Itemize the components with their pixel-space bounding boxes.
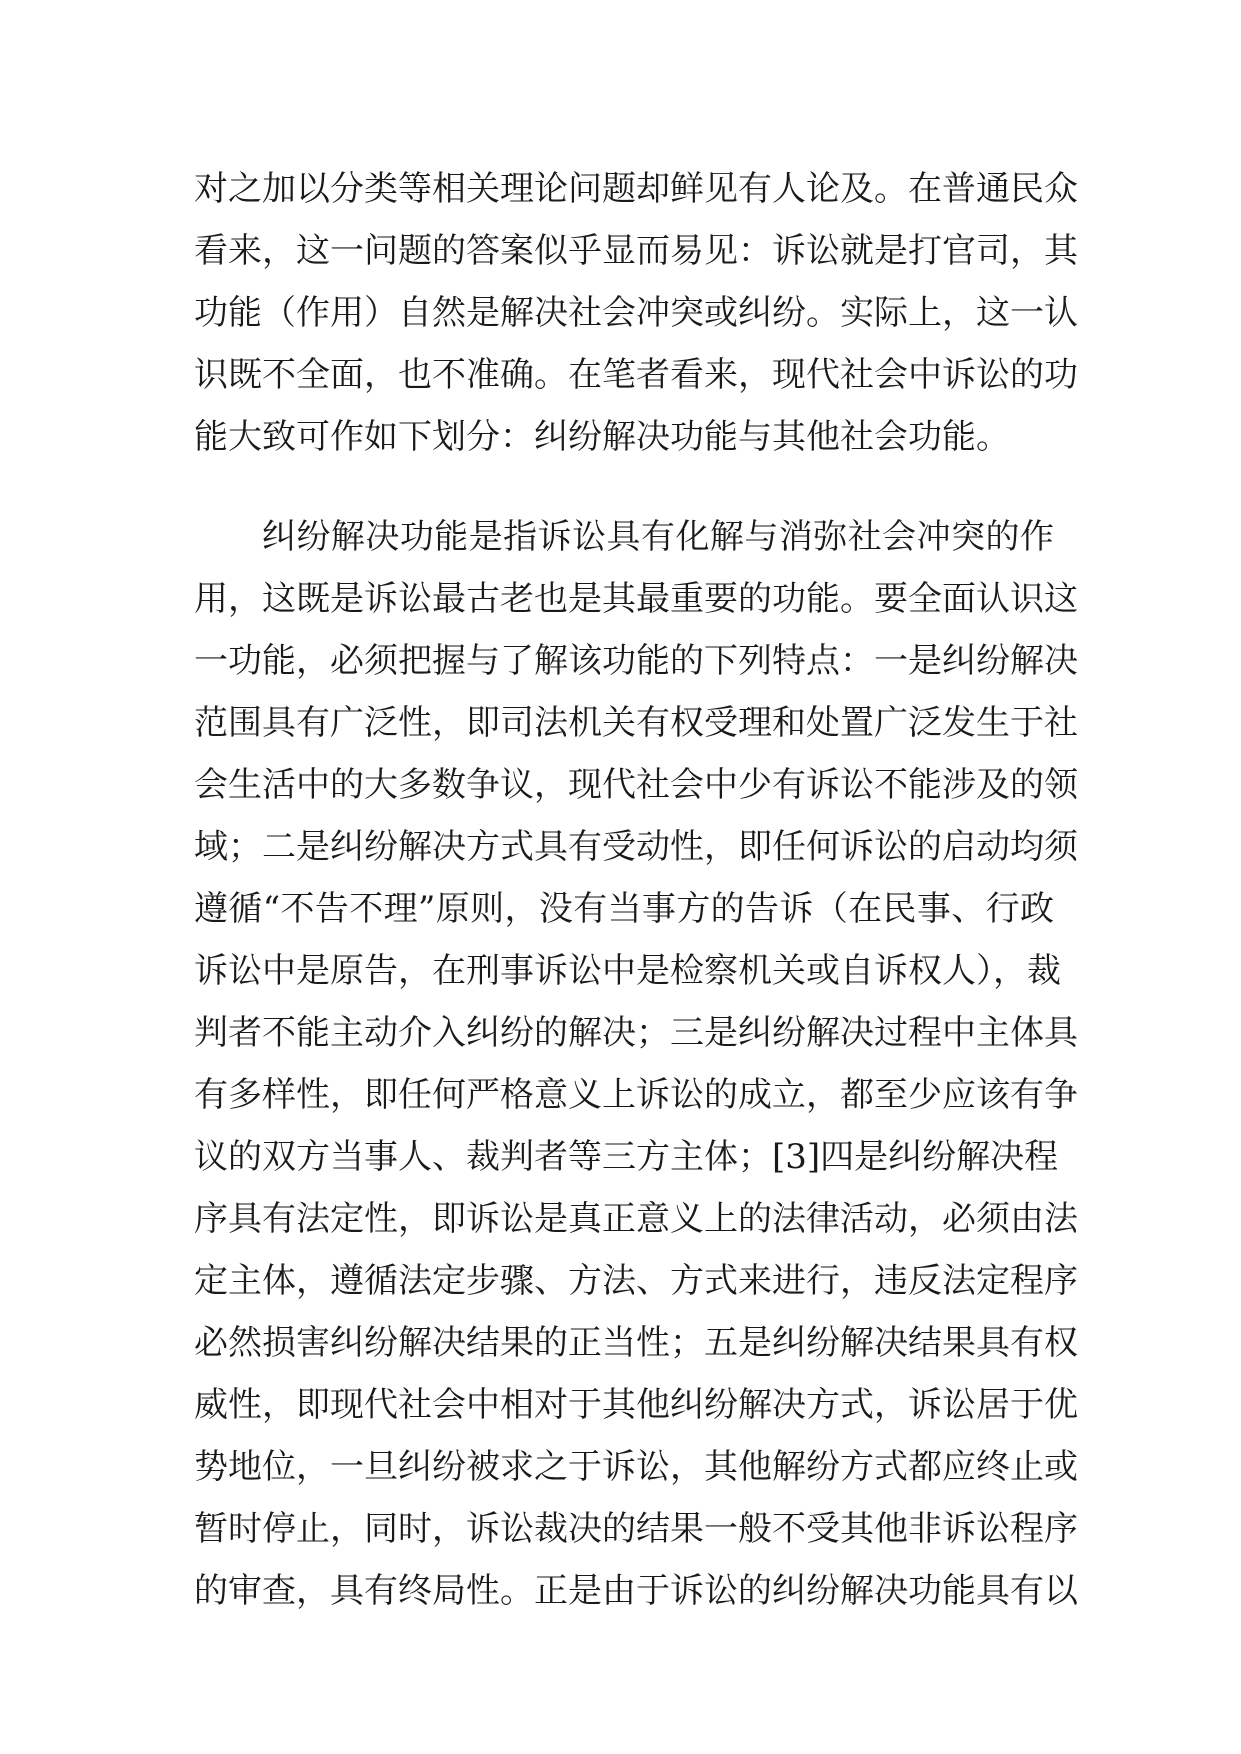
- text-line: 用，这既是诉讼最古老也是其最重要的功能。要全面认识这: [194, 579, 1078, 619]
- text-line: 暂时停止，同时，诉讼裁决的结果一般不受其他非诉讼程序: [194, 1509, 1078, 1549]
- text-line: 序具有法定性，即诉讼是真正意义上的法律活动，必须由法: [194, 1199, 1078, 1239]
- text-line: 能大致可作如下划分：纠纷解决功能与其他社会功能。: [194, 417, 1010, 457]
- paragraph-1: [194, 158, 1078, 468]
- text-line: 看来，这一问题的答案似乎显而易见：诉讼就是打官司，其: [194, 231, 1078, 271]
- text-line: 势地位，一旦纠纷被求之于诉讼，其他解纷方式都应终止或: [194, 1447, 1078, 1487]
- text-line: 议的双方当事人、裁判者等三方主体；[3]四是纠纷解决程: [194, 1137, 1059, 1177]
- text-line: 判者不能主动介入纠纷的解决；三是纠纷解决过程中主体具: [194, 1013, 1078, 1053]
- text-line: 对之加以分类等相关理论问题却鲜见有人论及。在普通民众: [194, 169, 1078, 209]
- text-line: 遵循“不告不理”原则，没有当事方的告诉（在民事、行政: [194, 889, 1054, 929]
- text-line: 会生活中的大多数争议，现代社会中少有诉讼不能涉及的领: [194, 765, 1078, 805]
- text-line: 威性，即现代社会中相对于其他纠纷解决方式，诉讼居于优: [194, 1385, 1078, 1425]
- text-line: 功能（作用）自然是解决社会冲突或纠纷。实际上，这一认: [194, 293, 1078, 333]
- text-line: 诉讼中是原告，在刑事诉讼中是检察机关或自诉权人），裁: [194, 951, 1061, 991]
- text-line: 必然损害纠纷解决结果的正当性；五是纠纷解决结果具有权: [194, 1323, 1078, 1363]
- paragraph-2: [194, 506, 1078, 1622]
- text-line: 域；二是纠纷解决方式具有受动性，即任何诉讼的启动均须: [194, 827, 1078, 867]
- text-line: 范围具有广泛性，即司法机关有权受理和处置广泛发生于社: [194, 703, 1078, 743]
- text-line: 识既不全面，也不准确。在笔者看来，现代社会中诉讼的功: [194, 355, 1078, 395]
- text-line: 一功能，必须把握与了解该功能的下列特点：一是纠纷解决: [194, 641, 1078, 681]
- text-line: 定主体，遵循法定步骤、方法、方式来进行，违反法定程序: [194, 1261, 1078, 1301]
- text-line: 纠纷解决功能是指诉讼具有化解与消弥社会冲突的作: [262, 517, 1054, 557]
- text-line: 的审查，具有终局性。正是由于诉讼的纠纷解决功能具有以: [194, 1571, 1078, 1611]
- text-line: 有多样性，即任何严格意义上诉讼的成立，都至少应该有争: [194, 1075, 1078, 1115]
